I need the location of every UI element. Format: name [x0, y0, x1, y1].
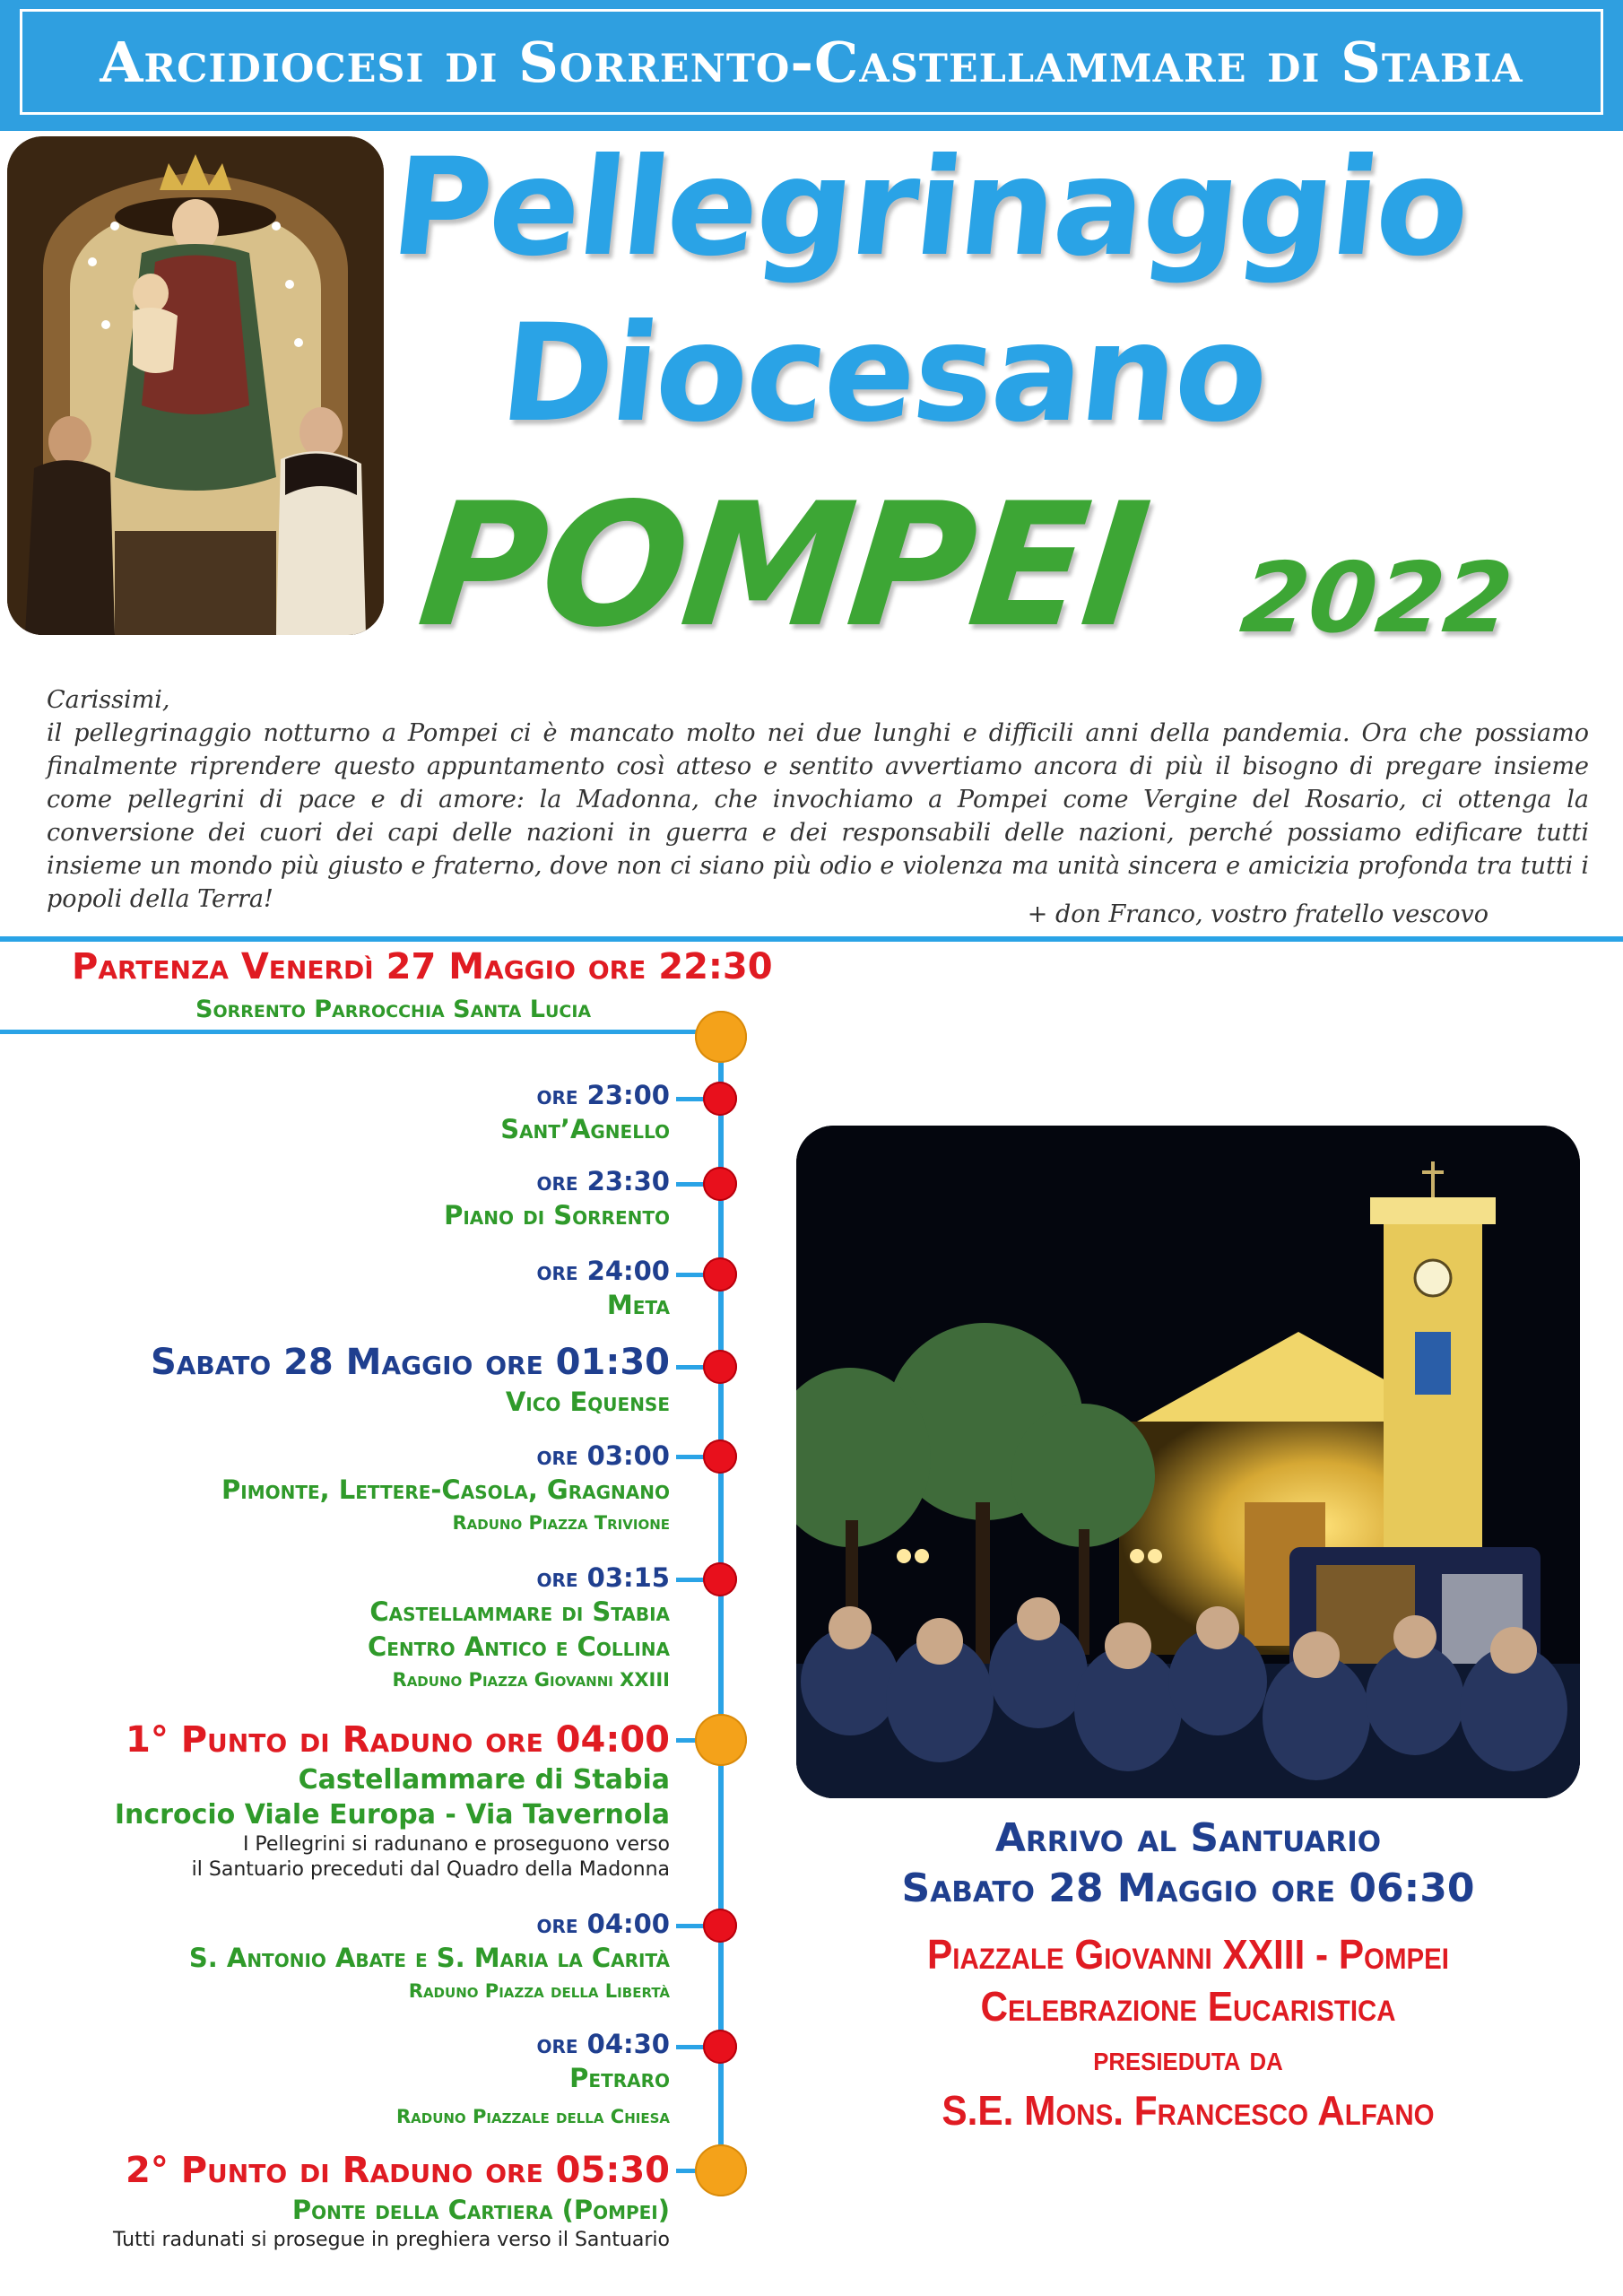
- stop-vico-equense: [151, 1340, 670, 1420]
- stop-time: ore 03:00: [536, 1440, 670, 1471]
- stop-meta: [537, 1254, 670, 1323]
- letter-signature: + don Franco, vostro fratello vescovo: [1027, 900, 1488, 928]
- arrival-celebrant: S.E. Mons. Francesco Alfano: [942, 2087, 1435, 2134]
- stop-marker-dot: [703, 1439, 737, 1474]
- letter-greeting: Carissimi,: [47, 686, 170, 714]
- stop-primo-punto-raduno: [115, 1718, 670, 1883]
- stop-piano-di-sorrento: [444, 1164, 670, 1233]
- stop-secondo-punto-raduno: [113, 2148, 670, 2253]
- stop-time: ore 24:00: [536, 1256, 670, 1286]
- stop-place: Piano di Sorrento: [444, 1200, 670, 1231]
- stop-sant-antonio-abate: [189, 1907, 670, 2006]
- bishop-letter: [47, 683, 1589, 916]
- stop-time: 1° Punto di Raduno ore 04:00: [125, 1719, 670, 1761]
- departure-marker-dot: [695, 1011, 747, 1063]
- stop-time: ore 23:00: [536, 1080, 670, 1110]
- stop-note: Raduno Piazza Giovanni XXIII: [392, 1669, 670, 1691]
- stop-place: Meta: [606, 1290, 670, 1320]
- stop-time: ore 03:15: [536, 1562, 670, 1593]
- stop-marker-dot: [703, 2030, 737, 2064]
- stop-marker-dot: [703, 1350, 737, 1384]
- stop-note: Raduno Piazza Trivione: [452, 1512, 670, 1534]
- title-pellegrinaggio: Pellegrinaggio: [384, 130, 1476, 286]
- stop-marker-dot: [703, 1562, 737, 1596]
- stop-note: Raduno Piazzale della Chiesa: [395, 2106, 670, 2127]
- banner-frame: [20, 9, 1603, 115]
- stop-place: Castellammare di Stabia: [298, 1764, 670, 1796]
- arrival-date: Sabato 28 Maggio ore 06:30: [901, 1866, 1475, 1911]
- arrival-title: Arrivo al Santuario: [994, 1815, 1382, 1861]
- raduno-marker-dot: [695, 2144, 747, 2196]
- header-banner: [0, 0, 1623, 131]
- banner-title: Arcidiocesi di Sorrento-Castellammare di Stabia: [100, 29, 1523, 95]
- title-year: 2022: [1236, 543, 1518, 655]
- stop-place: Castellammare di Stabia: [369, 1596, 670, 1627]
- stop-marker-dot: [703, 1082, 737, 1116]
- title-diocesano: Diocesano: [493, 296, 1275, 452]
- stop-time: ore 23:30: [536, 1166, 670, 1196]
- stop-place: Ponte della Cartiera (Pompei): [291, 2195, 670, 2225]
- section-divider: [0, 936, 1623, 942]
- stop-place-secondary: Incrocio Viale Europa - Via Tavernola: [114, 1799, 670, 1831]
- timeline-line: [718, 1036, 724, 2188]
- departure-place: Sorrento Parrocchia Santa Lucia: [195, 996, 592, 1023]
- stop-note: Raduno Piazza della Libertà: [408, 1980, 670, 2002]
- stop-time: 2° Punto di Raduno ore 05:30: [125, 2150, 670, 2191]
- stop-time: Sabato 28 Maggio ore 01:30: [150, 1342, 670, 1383]
- departure-title: Partenza Venerdì 27 Maggio ore 22:30: [72, 946, 773, 987]
- stop-place: Vico Equense: [505, 1387, 670, 1417]
- arrival-celebration: Celebrazione Eucaristica: [980, 1983, 1396, 2030]
- stop-pimonte-lettere-gragnano: [221, 1439, 670, 1538]
- stop-description: Tutti radunati si prosegue in preghiera verso il Santuario: [113, 2229, 670, 2251]
- stop-place: Sant’Agnello: [500, 1114, 670, 1144]
- stop-marker-dot: [703, 1167, 737, 1201]
- stop-place-secondary: Centro Antico e Collina: [367, 1631, 670, 1662]
- stop-description: I Pellegrini si radunano e proseguono verso: [242, 1833, 670, 1856]
- church-night-photo: [796, 1126, 1580, 1798]
- title-pompei: POMPEI: [411, 466, 1155, 665]
- madonna-painting-image: [7, 136, 384, 635]
- stop-description-secondary: il Santuario preceduti dal Quadro della Madonna: [191, 1858, 670, 1881]
- raduno-marker-dot: [695, 1714, 747, 1766]
- stop-place: Petraro: [569, 2063, 670, 2093]
- stop-place: S. Antonio Abate e S. Maria la Carità: [188, 1943, 670, 1973]
- stop-marker-dot: [703, 1909, 737, 1943]
- letter-body: il pellegrinaggio notturno a Pompei ci è mancato molto nei due lunghi e difficili anni della pandemia. Ora che possiamo finalmente riprendere questo appuntamento così atteso e sentito avvertiamo ancora di più il bisogno di pregare insieme come pellegrini di pace e di amore: la Madonna, che invochiamo a Pompei come Vergine del Rosario, ci ottenga la conversione dei cuori dei capi delle nazioni in guerra e dei responsabili delle nazioni, perché possiamo edificare tutti insieme un mondo più giusto e fraterno, dove non ci siano più odio e violenza ma unità sincera e amicizia profonda tra tutti i popoli della Terra!: [47, 719, 1589, 913]
- arrival-location: Piazzale Giovanni XXIII - Pompei: [927, 1931, 1449, 1978]
- stop-castellammare-centro: [368, 1561, 670, 1695]
- departure-rule: [0, 1030, 708, 1034]
- stop-time: ore 04:00: [536, 1909, 670, 1939]
- stop-petraro: [396, 2027, 670, 2132]
- arrival-presided-by: presieduta da: [1093, 2039, 1283, 2078]
- stop-marker-dot: [703, 1257, 737, 1292]
- arrival-block: [798, 1813, 1578, 2136]
- stop-place: Pimonte, Lettere-Casola, Gragnano: [221, 1474, 670, 1505]
- stop-sant-agnello: [500, 1078, 670, 1147]
- stop-time: ore 04:30: [536, 2029, 670, 2059]
